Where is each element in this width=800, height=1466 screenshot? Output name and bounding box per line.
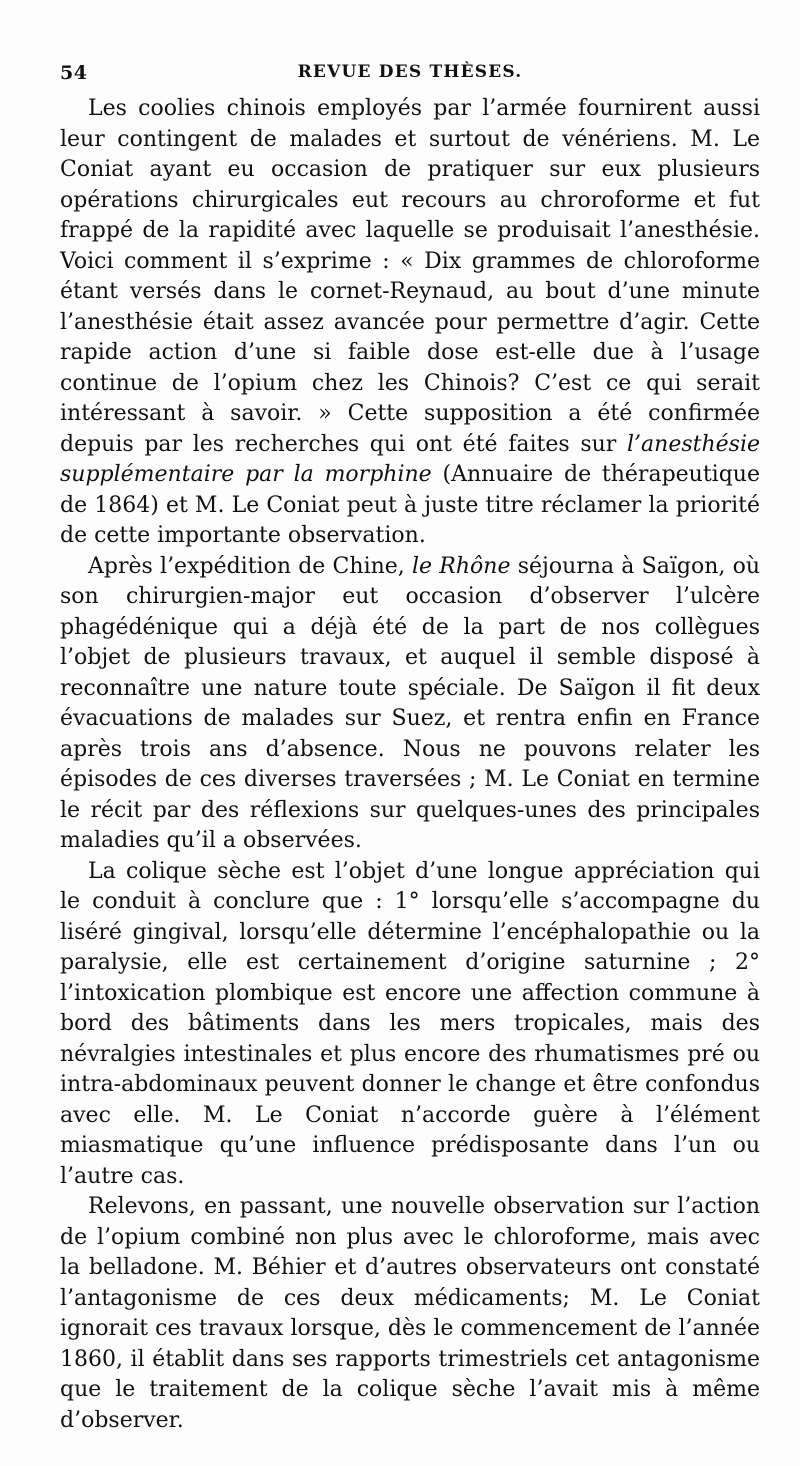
text-run: séjourna à Saïgon, où son chirurgien-major eut occasion d’observer l’ulcère phagédénique qui a déjà été de la part de nos collègues l’objet de plusieurs travaux, et auquel il semble disposé à reconnaître une nature toute spéciale. De Saïgon il fit deux évacuations de malades sur Suez, et rentra enfin en France après trois ans d’absence. Nous ne pouvons relater les épisodes de ces diverses traversées ; M. Le Coniat en termine le récit par des réflexions sur quelques-unes des principales maladies qu’il a observées. bbox=[60, 553, 760, 853]
running-head bbox=[60, 62, 760, 88]
italic-text-run: l’anesthésie supplémentaire par la morphine bbox=[60, 431, 760, 487]
text-run: La colique sèche est l’objet d’une longue appréciation qui le conduit à conclure que : 1° lorsqu’elle s’accompagne du liséré gingival, lorsqu’elle détermine l’encéphalopathie ou la paralysie, elle est certainement d’origine saturnine ; 2° l’intoxication plombique est encore une affection commune à bord des bâtiments dans les mers tropicales, mais des névralgies intestinales et plus encore des rhumatismes pré ou intra-abdominaux peuvent donner le change et être confondus avec elle. M. Le Coniat n’accorde guère à l’élément miasmatique qu’une influence prédisposante dans l’un ou l’autre cas. bbox=[60, 858, 760, 1189]
running-title: REVUE DES THÈSES. bbox=[297, 62, 523, 82]
text-run: Relevons, en passant, une nouvelle observation sur l’action de l’opium combiné non plus avec le chloroforme, mais avec la belladone. M. Béhier et d’autres observateurs ont constaté l’antagonisme de ces deux médicaments; M. Le Coniat ignorait ces travaux lorsque, dès le commencement de l’année 1860, il établit dans ses rapports trimestriels cet antagonisme que le traitement de la colique sèche l’avait mis à même d’observer. bbox=[60, 1194, 760, 1433]
show-through-text: ⠀ bbox=[110, 64, 123, 84]
body-text bbox=[60, 94, 760, 1436]
italic-text-run: le Rhône bbox=[412, 553, 511, 579]
text-run: Après l’expédition de Chine, bbox=[88, 553, 413, 579]
page-number: 54 bbox=[60, 62, 88, 84]
text-run: (Annuaire de thérapeutique de 1864) et M. Le Coniat peut à juste titre réclamer la priorité de cette importante observation. bbox=[60, 462, 760, 548]
paragraph bbox=[60, 552, 760, 857]
text-run: Les coolies chinois employés par l’armée fournirent aussi leur contingent de malades et surtout de vénériens. M. Le Coniat ayant eu occasion de pratiquer sur eux plusieurs opérations chirurgicales eut recours au chroroforme et fut frappé de la rapidité avec laquelle se produisait l’anesthésie. Voici comment il s’exprime : « Dix grammes de chloroforme étant versés dans le cornet-Reynaud, au bout d’une minute l’anesthésie était assez avancée pour permettre d’agir. Cette rapide action d’une si faible dose est-elle due à l’usage continue de l’opium chez les Chinois? C’est ce qui serait intéressant à savoir. » Cette supposition a été confirmée depuis par les recherches qui ont été faites sur bbox=[60, 96, 760, 457]
paragraph bbox=[60, 1192, 760, 1436]
paragraph bbox=[60, 857, 760, 1193]
paragraph bbox=[60, 94, 760, 552]
